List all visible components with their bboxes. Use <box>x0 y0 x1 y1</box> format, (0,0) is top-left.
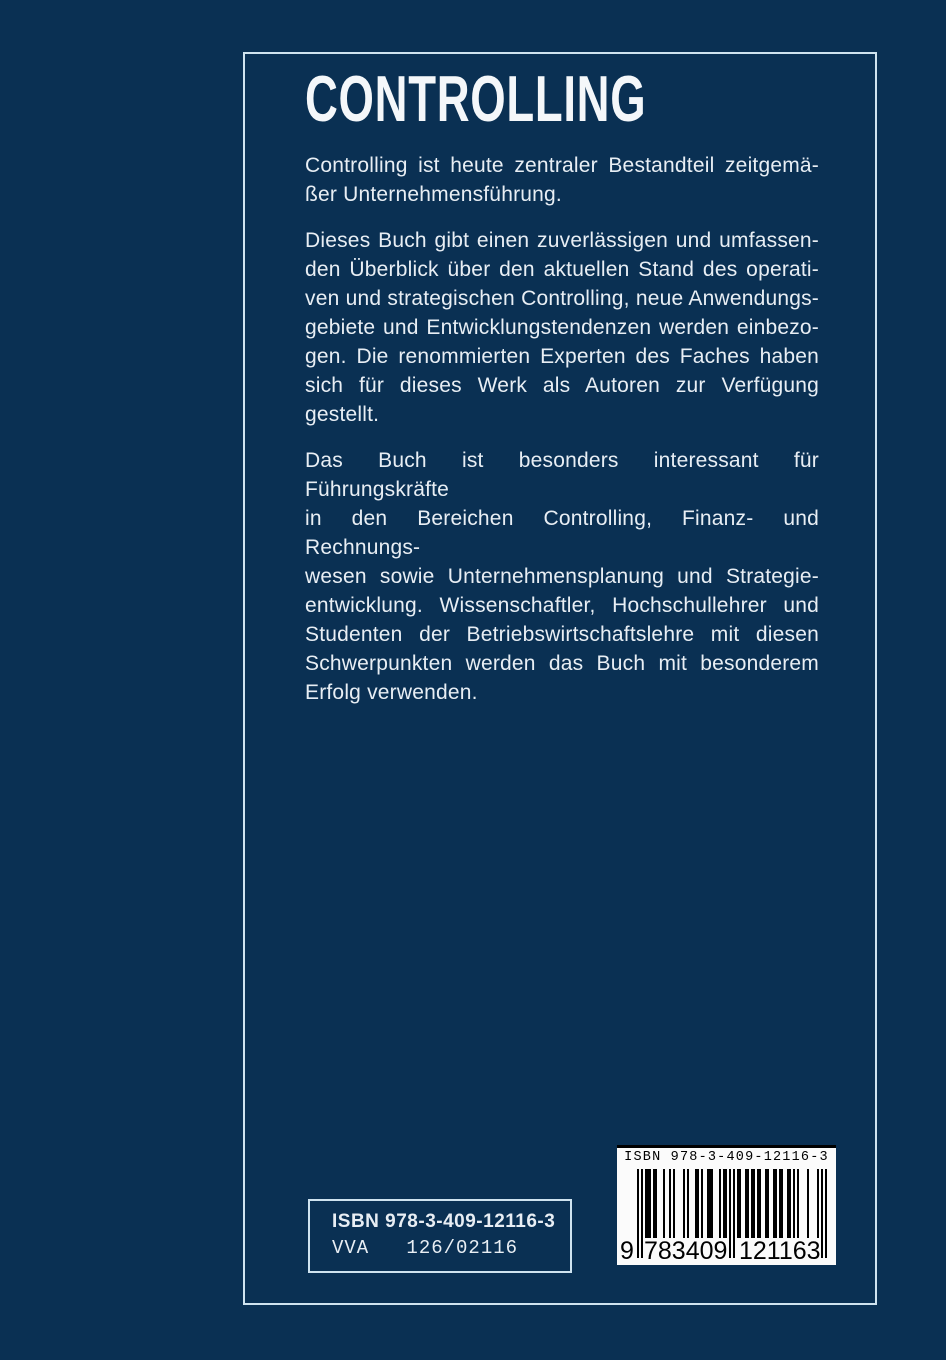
paragraph-line: Studenten der Betriebswirtschaftslehre mit diesen <box>305 623 819 646</box>
barcode-left-digits: 783409 <box>644 1237 728 1265</box>
paragraph-line: sich für dieses Werk als Autoren zur Verfügung <box>305 374 819 397</box>
barcode-right-digits: 121163 <box>739 1237 821 1265</box>
paragraph-line: Das Buch ist besonders interessant für Führungskräfte <box>305 449 819 501</box>
isbn-number: ISBN 978-3-409-12116-3 <box>332 1211 556 1232</box>
cover-frame <box>243 52 877 1305</box>
barcode-isbn-text: ISBN 978-3-409-12116-3 <box>624 1150 829 1165</box>
paragraph-line: Schwerpunkten werden das Buch mit besonderem <box>305 652 819 675</box>
paragraph <box>305 151 819 209</box>
paragraph-line: entwicklung. Wissenschaftler, Hochschullehrer und <box>305 594 819 617</box>
paragraph-line: in den Bereichen Controlling, Finanz- und Rechnungs- <box>305 507 819 559</box>
back-cover-text <box>305 151 819 724</box>
barcode-system-digit: 9 <box>620 1237 634 1265</box>
barcode-block <box>617 1145 836 1265</box>
paragraph-line: Controlling ist heute zentraler Bestandteil zeitgemä- <box>305 154 819 177</box>
paragraph <box>305 226 819 429</box>
paragraph-line: ßer Unternehmensführung. <box>305 183 562 206</box>
paragraph-line: Erfolg verwenden. <box>305 681 478 704</box>
vva-number: VVA 126/02116 <box>332 1237 519 1259</box>
paragraph-line: gestellt. <box>305 403 380 426</box>
isbn-box <box>308 1199 572 1273</box>
paragraph-line: gen. Die renommierten Experten des Faches haben <box>305 345 819 368</box>
paragraph-line: gebiete und Entwicklungstendenzen werden einbezo- <box>305 316 819 339</box>
paragraph-line: ven und strategischen Controlling, neue Anwendungs- <box>305 287 819 310</box>
paragraph-line: Dieses Buch gibt einen zuverlässigen und umfassen- <box>305 229 819 252</box>
paragraph <box>305 446 819 707</box>
paragraph-line: wesen sowie Unternehmensplanung und Strategie- <box>305 565 819 588</box>
book-title: CONTROLLING <box>305 62 647 135</box>
paragraph-line: den Überblick über den aktuellen Stand des operati- <box>305 258 819 281</box>
